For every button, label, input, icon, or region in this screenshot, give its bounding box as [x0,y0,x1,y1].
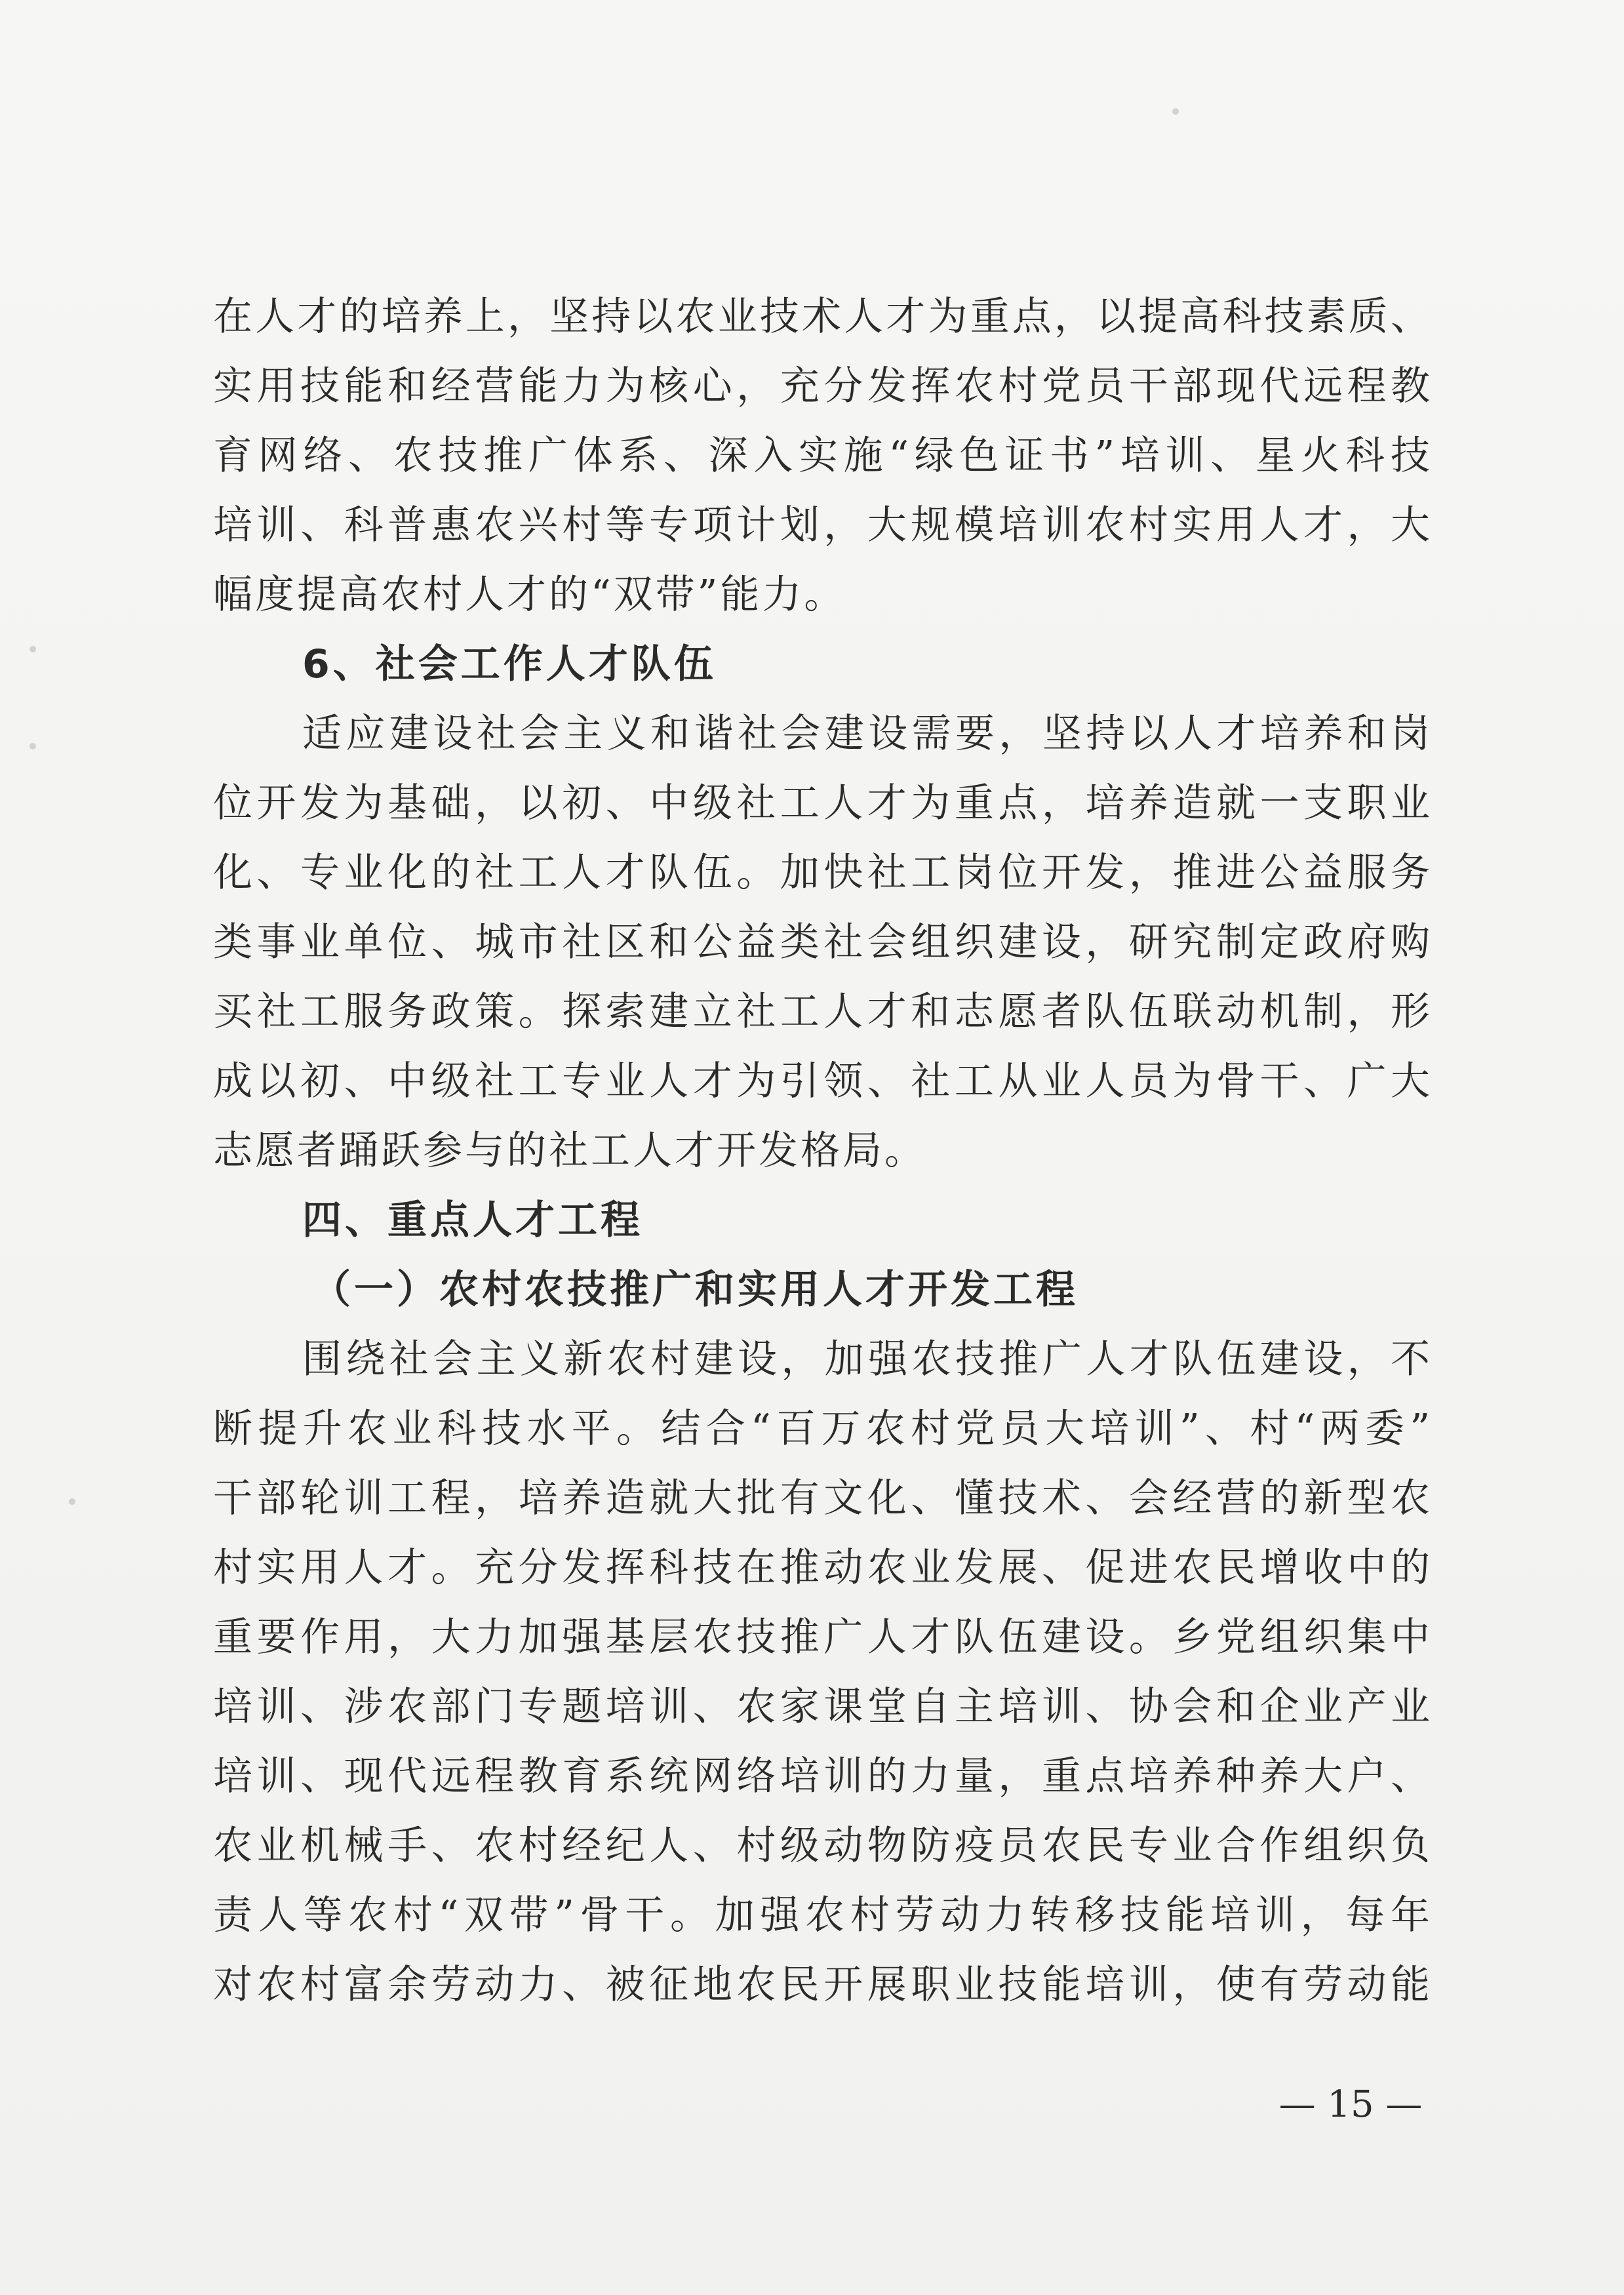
text-line: 农业机械手、农村经纪人、村级动物防疫员农民专业合作组织负 [213,1823,1433,1869]
text-line: 对农村富余劳动力、被征地农民开展职业技能培训，使有劳动能 [213,1962,1433,2008]
scan-speck [69,1498,75,1505]
text-line: 村实用人才。充分发挥科技在推动农业发展、促进农民增收中的 [213,1545,1433,1591]
paragraph-rural-talent [213,1325,1433,2020]
text-line: 培训、现代远程教育系统网络培训的力量，重点培养种养大户、 [213,1753,1433,1799]
text-line: 幅度提高农村人才的“双带”能力。 [213,572,846,618]
text-line: 育网络、农技推广体系、深入实施“绿色证书”培训、星火科技 [213,433,1433,479]
section-heading-key-projects: 四、重点人才工程 [302,1197,643,1243]
text-line: 实用技能和经营能力为核心，充分发挥农村党员干部现代远程教 [213,363,1433,409]
text-line: 在人才的培养上，坚持以农业技术人才为重点，以提高科技素质、 [213,294,1433,340]
paragraph-social-work [213,699,1433,1186]
text-line: 位开发为基础，以初、中级社工人才为重点，培养造就一支职业 [213,780,1433,826]
text-line: 培训、涉农部门专题培训、农家课堂自主培训、协会和企业产业 [213,1684,1433,1730]
text-line: 重要作用，大力加强基层农技推广人才队伍建设。乡党组织集中 [213,1614,1433,1660]
subsection-heading-rural: （一）农村农技推广和实用人才开发工程 [311,1267,1079,1313]
text-line: 培训、科普惠农兴村等专项计划，大规模培训农村实用人才，大 [213,502,1433,548]
text-line: 买社工服务政策。探索建立社工人才和志愿者队伍联动机制，形 [213,989,1433,1035]
text-line: 类事业单位、城市社区和公益类社会组织建设，研究制定政府购 [213,919,1433,965]
text-line: 责人等农村“双带”骨干。加强农村劳动力转移技能培训，每年 [213,1892,1433,1938]
text-line: 断提升农业科技水平。结合“百万农村党员大培训”、村“两委” [213,1406,1433,1452]
scan-speck [30,743,36,749]
scan-speck [1172,108,1179,115]
text-line: 适应建设社会主义和谐社会建设需要，坚持以人才培养和岗 [302,711,1433,757]
section-heading-social-work: 6、社会工作人才队伍 [302,641,717,687]
text-line: 成以初、中级社工专业人才为引领、社工从业人员为骨干、广大 [213,1058,1433,1104]
paragraph-talent-training [213,282,1433,629]
scan-speck [30,646,36,652]
text-line: 化、专业化的社工人才队伍。加快社工岗位开发，推进公益服务 [213,850,1433,896]
text-line: 干部轮训工程，培养造就大批有文化、懂技术、会经营的新型农 [213,1475,1433,1521]
document-body [213,282,1433,2020]
text-line: 围绕社会主义新农村建设，加强农技推广人才队伍建设，不 [302,1336,1433,1382]
text-line: 志愿者踊跃参与的社工人才开发格局。 [213,1128,926,1174]
page-number: — 15 — [1278,2083,1423,2126]
